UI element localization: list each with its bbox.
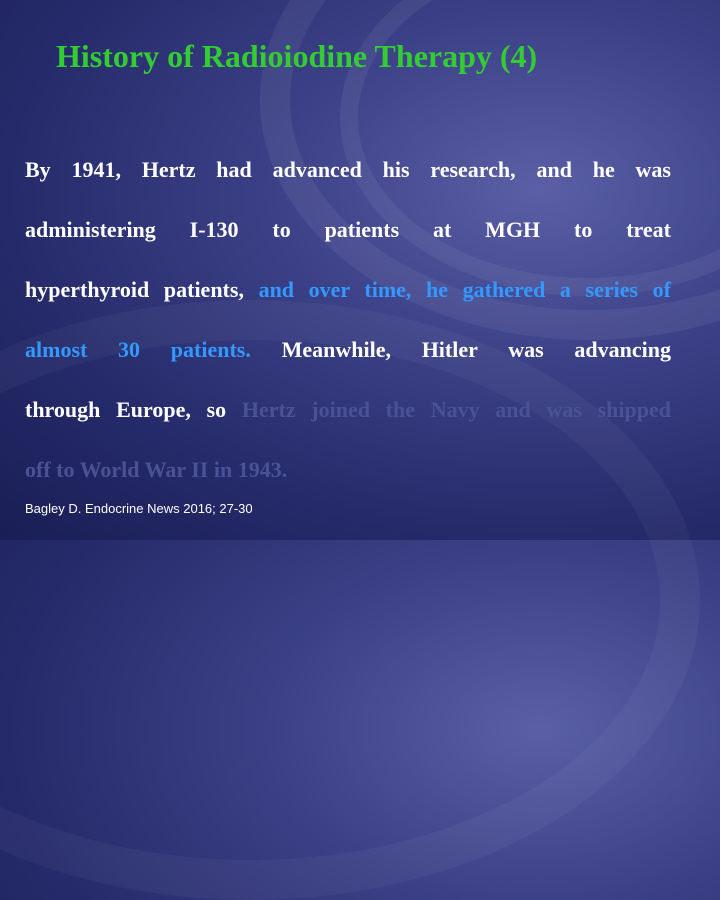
body-text-white: hyperthyroid patients, bbox=[25, 277, 259, 302]
body-text-highlighted: almost 30 patients. bbox=[25, 337, 251, 362]
body-text-animating: Hertz joined the Navy and was shipped bbox=[241, 397, 671, 422]
body-text-white: Meanwhile, Hitler was advancing bbox=[250, 337, 671, 362]
slide-body bbox=[25, 140, 671, 500]
body-line-4 bbox=[25, 320, 671, 380]
body-text-highlighted: and over time, he gathered a series of bbox=[258, 277, 671, 302]
body-text-white: through Europe, so bbox=[25, 397, 242, 422]
citation-footnote: Bagley D. Endocrine News 2016; 27-30 bbox=[25, 501, 253, 516]
slide-title: History of Radioiodine Therapy (4) bbox=[56, 38, 538, 74]
body-line-3 bbox=[25, 260, 671, 320]
body-line-2: administering I-130 to patients at MGH to treat bbox=[25, 217, 671, 242]
body-line-1: By 1941, Hertz had advanced his research, and he was bbox=[25, 157, 671, 182]
body-line-5 bbox=[25, 380, 671, 440]
body-line-6: off to World War II in 1943. bbox=[25, 457, 288, 482]
